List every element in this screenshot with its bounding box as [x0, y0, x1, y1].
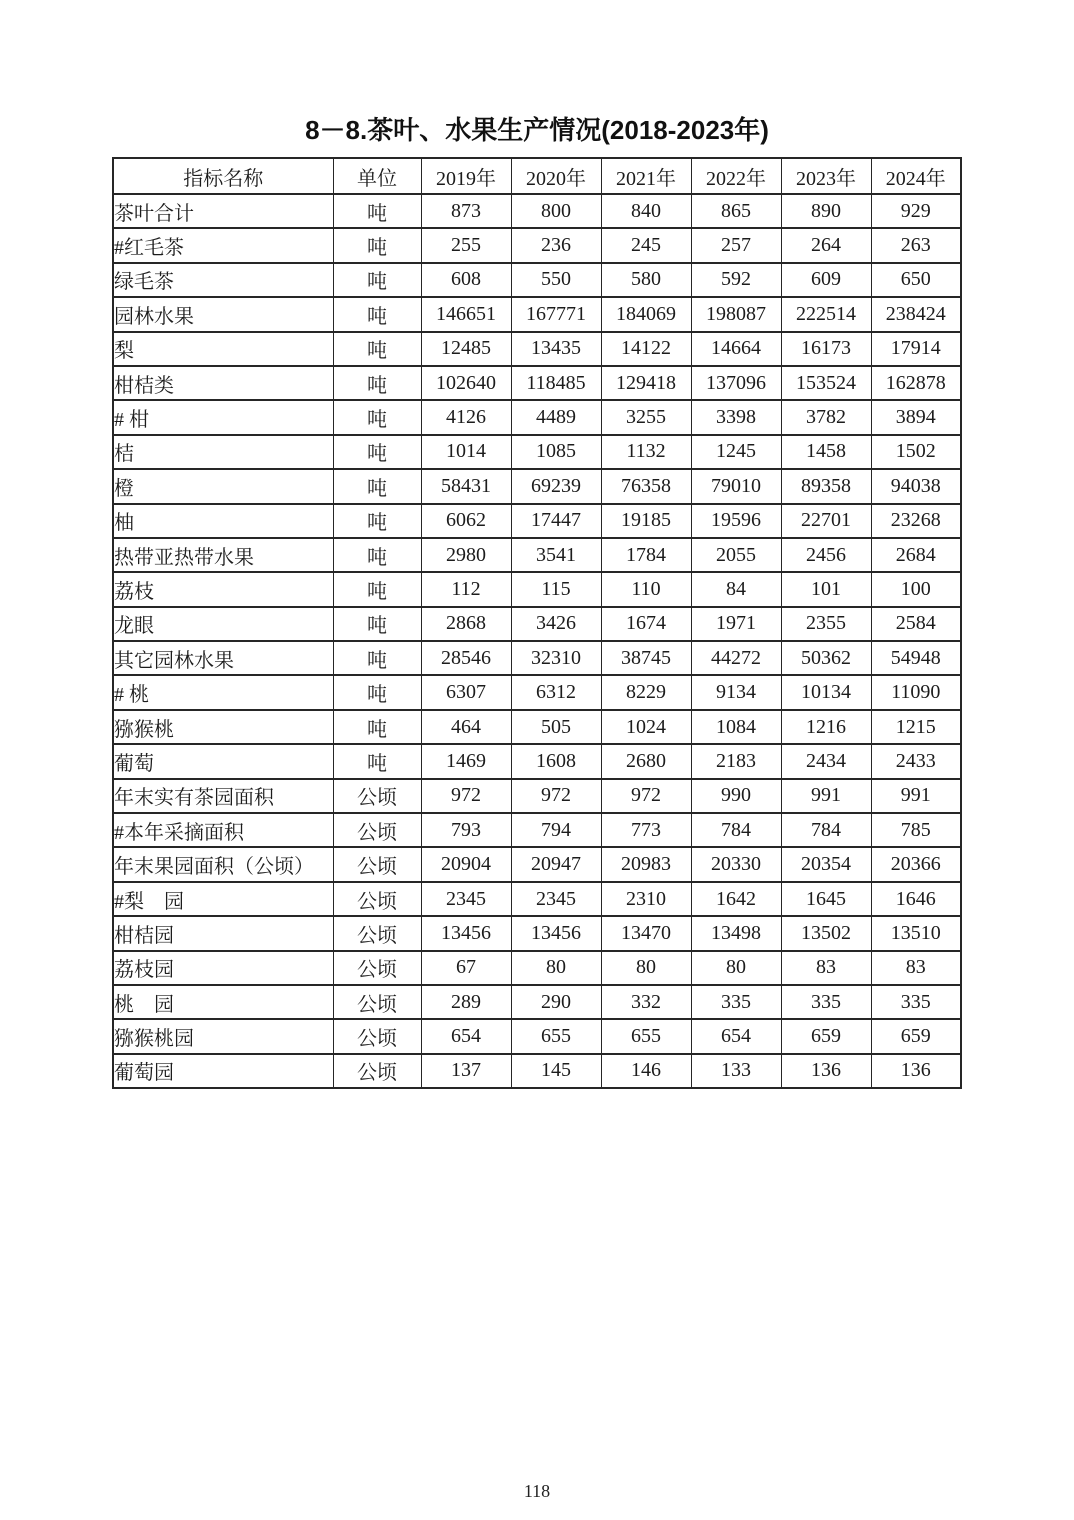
table-row	[113, 228, 961, 262]
column-header-year: 2022年	[691, 158, 781, 194]
indicator-cell: 葡萄	[113, 744, 333, 778]
indicator-cell: 桃 园	[113, 985, 333, 1019]
unit-cell: 吨	[333, 366, 421, 400]
column-header-year: 2023年	[781, 158, 871, 194]
value-cell: 67	[421, 951, 511, 985]
table-row	[113, 263, 961, 297]
value-cell: 83	[781, 951, 871, 985]
value-cell: 2183	[691, 744, 781, 778]
value-cell: 650	[871, 263, 961, 297]
unit-cell: 吨	[333, 572, 421, 606]
value-cell: 290	[511, 985, 601, 1019]
indicator-cell: #红毛茶	[113, 228, 333, 262]
indicator-cell: 年末实有茶园面积	[113, 779, 333, 813]
value-cell: 162878	[871, 366, 961, 400]
column-header-indicator: 指标名称	[113, 158, 333, 194]
indicator-cell: 桔	[113, 435, 333, 469]
tea-fruit-production-table	[112, 157, 962, 1089]
value-cell: 20366	[871, 847, 961, 881]
value-cell: 20947	[511, 847, 601, 881]
value-cell: 865	[691, 194, 781, 228]
value-cell: 2310	[601, 882, 691, 916]
value-cell: 80	[691, 951, 781, 985]
value-cell: 118485	[511, 366, 601, 400]
value-cell: 1646	[871, 882, 961, 916]
table-row	[113, 469, 961, 503]
unit-cell: 吨	[333, 332, 421, 366]
value-cell: 335	[871, 985, 961, 1019]
unit-cell: 公顷	[333, 882, 421, 916]
table-row	[113, 504, 961, 538]
table-row	[113, 744, 961, 778]
column-header-year: 2024年	[871, 158, 961, 194]
value-cell: 1674	[601, 607, 691, 641]
value-cell: 238424	[871, 297, 961, 331]
value-cell: 136	[781, 1054, 871, 1088]
value-cell: 505	[511, 710, 601, 744]
unit-cell: 吨	[333, 263, 421, 297]
value-cell: 38745	[601, 641, 691, 675]
column-header-unit: 单位	[333, 158, 421, 194]
value-cell: 6307	[421, 675, 511, 709]
unit-cell: 吨	[333, 400, 421, 434]
unit-cell: 吨	[333, 504, 421, 538]
value-cell: 659	[871, 1019, 961, 1053]
value-cell: 9134	[691, 675, 781, 709]
value-cell: 133	[691, 1054, 781, 1088]
value-cell: 23268	[871, 504, 961, 538]
indicator-cell: 园林水果	[113, 297, 333, 331]
value-cell: 873	[421, 194, 511, 228]
value-cell: 6062	[421, 504, 511, 538]
table-header	[113, 158, 961, 194]
value-cell: 1216	[781, 710, 871, 744]
value-cell: 2980	[421, 538, 511, 572]
indicator-cell: 荔枝园	[113, 951, 333, 985]
header-row	[113, 158, 961, 194]
indicator-cell: #本年采摘面积	[113, 813, 333, 847]
value-cell: 94038	[871, 469, 961, 503]
value-cell: 4489	[511, 400, 601, 434]
unit-cell: 公顷	[333, 951, 421, 985]
value-cell: 13510	[871, 916, 961, 950]
value-cell: 1085	[511, 435, 601, 469]
value-cell: 592	[691, 263, 781, 297]
table-row	[113, 675, 961, 709]
value-cell: 972	[421, 779, 511, 813]
value-cell: 13502	[781, 916, 871, 950]
value-cell: 184069	[601, 297, 691, 331]
value-cell: 784	[781, 813, 871, 847]
value-cell: 115	[511, 572, 601, 606]
value-cell: 1469	[421, 744, 511, 778]
table-row	[113, 951, 961, 985]
value-cell: 3255	[601, 400, 691, 434]
unit-cell: 公顷	[333, 779, 421, 813]
value-cell: 28546	[421, 641, 511, 675]
value-cell: 972	[511, 779, 601, 813]
table-row	[113, 985, 961, 1019]
table-row	[113, 297, 961, 331]
value-cell: 2345	[421, 882, 511, 916]
value-cell: 198087	[691, 297, 781, 331]
column-header-year: 2020年	[511, 158, 601, 194]
value-cell: 16173	[781, 332, 871, 366]
value-cell: 137	[421, 1054, 511, 1088]
value-cell: 10134	[781, 675, 871, 709]
value-cell: 19596	[691, 504, 781, 538]
indicator-cell: 葡萄园	[113, 1054, 333, 1088]
value-cell: 14664	[691, 332, 781, 366]
table-row	[113, 1054, 961, 1088]
value-cell: 335	[691, 985, 781, 1019]
value-cell: 3426	[511, 607, 601, 641]
value-cell: 146651	[421, 297, 511, 331]
indicator-cell: 柚	[113, 504, 333, 538]
value-cell: 1245	[691, 435, 781, 469]
value-cell: 20354	[781, 847, 871, 881]
value-cell: 785	[871, 813, 961, 847]
value-cell: 991	[781, 779, 871, 813]
value-cell: 659	[781, 1019, 871, 1053]
page-title: 8－8.茶叶、水果生产情况(2018-2023年)	[305, 115, 769, 145]
indicator-cell: 龙眼	[113, 607, 333, 641]
indicator-cell: #梨 园	[113, 882, 333, 916]
unit-cell: 吨	[333, 675, 421, 709]
value-cell: 1458	[781, 435, 871, 469]
value-cell: 84	[691, 572, 781, 606]
value-cell: 991	[871, 779, 961, 813]
value-cell: 146	[601, 1054, 691, 1088]
value-cell: 80	[511, 951, 601, 985]
table-row	[113, 572, 961, 606]
value-cell: 550	[511, 263, 601, 297]
unit-cell: 吨	[333, 228, 421, 262]
value-cell: 20330	[691, 847, 781, 881]
value-cell: 76358	[601, 469, 691, 503]
value-cell: 245	[601, 228, 691, 262]
value-cell: 1784	[601, 538, 691, 572]
value-cell: 17447	[511, 504, 601, 538]
value-cell: 100	[871, 572, 961, 606]
value-cell: 335	[781, 985, 871, 1019]
value-cell: 89358	[781, 469, 871, 503]
value-cell: 800	[511, 194, 601, 228]
value-cell: 655	[511, 1019, 601, 1053]
value-cell: 1645	[781, 882, 871, 916]
value-cell: 167771	[511, 297, 601, 331]
value-cell: 137096	[691, 366, 781, 400]
unit-cell: 吨	[333, 538, 421, 572]
value-cell: 972	[601, 779, 691, 813]
value-cell: 153524	[781, 366, 871, 400]
value-cell: 2355	[781, 607, 871, 641]
unit-cell: 吨	[333, 194, 421, 228]
value-cell: 1024	[601, 710, 691, 744]
unit-cell: 公顷	[333, 847, 421, 881]
value-cell: 69239	[511, 469, 601, 503]
value-cell: 580	[601, 263, 691, 297]
value-cell: 2684	[871, 538, 961, 572]
value-cell: 136	[871, 1054, 961, 1088]
indicator-cell: 梨	[113, 332, 333, 366]
value-cell: 890	[781, 194, 871, 228]
indicator-cell: 热带亚热带水果	[113, 538, 333, 572]
value-cell: 332	[601, 985, 691, 1019]
table-row	[113, 607, 961, 641]
indicator-cell: 其它园林水果	[113, 641, 333, 675]
value-cell: 17914	[871, 332, 961, 366]
value-cell: 2345	[511, 882, 601, 916]
value-cell: 609	[781, 263, 871, 297]
value-cell: 793	[421, 813, 511, 847]
value-cell: 8229	[601, 675, 691, 709]
value-cell: 3541	[511, 538, 601, 572]
value-cell: 608	[421, 263, 511, 297]
unit-cell: 吨	[333, 469, 421, 503]
table-row	[113, 916, 961, 950]
value-cell: 1502	[871, 435, 961, 469]
page-number: 118	[523, 1481, 551, 1501]
unit-cell: 吨	[333, 641, 421, 675]
value-cell: 6312	[511, 675, 601, 709]
indicator-cell: # 柑	[113, 400, 333, 434]
value-cell: 840	[601, 194, 691, 228]
value-cell: 1642	[691, 882, 781, 916]
value-cell: 257	[691, 228, 781, 262]
value-cell: 3782	[781, 400, 871, 434]
indicator-cell: 柑桔类	[113, 366, 333, 400]
indicator-cell: 荔枝	[113, 572, 333, 606]
value-cell: 13456	[511, 916, 601, 950]
unit-cell: 吨	[333, 607, 421, 641]
indicator-cell: 绿毛茶	[113, 263, 333, 297]
value-cell: 110	[601, 572, 691, 606]
table-body	[113, 194, 961, 1088]
value-cell: 289	[421, 985, 511, 1019]
table-row	[113, 435, 961, 469]
unit-cell: 公顷	[333, 813, 421, 847]
value-cell: 22701	[781, 504, 871, 538]
unit-cell: 公顷	[333, 916, 421, 950]
value-cell: 1132	[601, 435, 691, 469]
unit-cell: 吨	[333, 744, 421, 778]
table-row	[113, 194, 961, 228]
unit-cell: 吨	[333, 710, 421, 744]
value-cell: 1971	[691, 607, 781, 641]
value-cell: 13498	[691, 916, 781, 950]
value-cell: 773	[601, 813, 691, 847]
value-cell: 3894	[871, 400, 961, 434]
unit-cell: 吨	[333, 297, 421, 331]
value-cell: 14122	[601, 332, 691, 366]
value-cell: 3398	[691, 400, 781, 434]
value-cell: 4126	[421, 400, 511, 434]
value-cell: 44272	[691, 641, 781, 675]
table-row	[113, 710, 961, 744]
value-cell: 929	[871, 194, 961, 228]
value-cell: 54948	[871, 641, 961, 675]
value-cell: 654	[421, 1019, 511, 1053]
column-header-year: 2021年	[601, 158, 691, 194]
value-cell: 2434	[781, 744, 871, 778]
value-cell: 222514	[781, 297, 871, 331]
value-cell: 464	[421, 710, 511, 744]
unit-cell: 公顷	[333, 1054, 421, 1088]
value-cell: 129418	[601, 366, 691, 400]
value-cell: 784	[691, 813, 781, 847]
value-cell: 19185	[601, 504, 691, 538]
value-cell: 2433	[871, 744, 961, 778]
value-cell: 20983	[601, 847, 691, 881]
value-cell: 990	[691, 779, 781, 813]
value-cell: 11090	[871, 675, 961, 709]
value-cell: 2055	[691, 538, 781, 572]
value-cell: 145	[511, 1054, 601, 1088]
value-cell: 58431	[421, 469, 511, 503]
value-cell: 1215	[871, 710, 961, 744]
indicator-cell: 橙	[113, 469, 333, 503]
table-row	[113, 1019, 961, 1053]
column-header-year: 2019年	[421, 158, 511, 194]
value-cell: 50362	[781, 641, 871, 675]
value-cell: 2584	[871, 607, 961, 641]
table-row	[113, 813, 961, 847]
indicator-cell: # 桃	[113, 675, 333, 709]
unit-cell: 公顷	[333, 985, 421, 1019]
table-row	[113, 332, 961, 366]
indicator-cell: 柑桔园	[113, 916, 333, 950]
value-cell: 1608	[511, 744, 601, 778]
value-cell: 2868	[421, 607, 511, 641]
value-cell: 13435	[511, 332, 601, 366]
value-cell: 2680	[601, 744, 691, 778]
value-cell: 102640	[421, 366, 511, 400]
value-cell: 236	[511, 228, 601, 262]
value-cell: 264	[781, 228, 871, 262]
value-cell: 79010	[691, 469, 781, 503]
table-row	[113, 779, 961, 813]
value-cell: 13456	[421, 916, 511, 950]
value-cell: 83	[871, 951, 961, 985]
unit-cell: 吨	[333, 435, 421, 469]
table-row	[113, 538, 961, 572]
value-cell: 1084	[691, 710, 781, 744]
value-cell: 1014	[421, 435, 511, 469]
indicator-cell: 猕猴桃	[113, 710, 333, 744]
value-cell: 20904	[421, 847, 511, 881]
value-cell: 112	[421, 572, 511, 606]
unit-cell: 公顷	[333, 1019, 421, 1053]
value-cell: 32310	[511, 641, 601, 675]
indicator-cell: 猕猴桃园	[113, 1019, 333, 1053]
value-cell: 655	[601, 1019, 691, 1053]
indicator-cell: 年末果园面积（公顷）	[113, 847, 333, 881]
table-row	[113, 366, 961, 400]
value-cell: 13470	[601, 916, 691, 950]
table-row	[113, 641, 961, 675]
indicator-cell: 茶叶合计	[113, 194, 333, 228]
value-cell: 101	[781, 572, 871, 606]
value-cell: 255	[421, 228, 511, 262]
table-row	[113, 882, 961, 916]
value-cell: 2456	[781, 538, 871, 572]
value-cell: 654	[691, 1019, 781, 1053]
table-row	[113, 400, 961, 434]
value-cell: 12485	[421, 332, 511, 366]
value-cell: 263	[871, 228, 961, 262]
value-cell: 794	[511, 813, 601, 847]
value-cell: 80	[601, 951, 691, 985]
table-row	[113, 847, 961, 881]
